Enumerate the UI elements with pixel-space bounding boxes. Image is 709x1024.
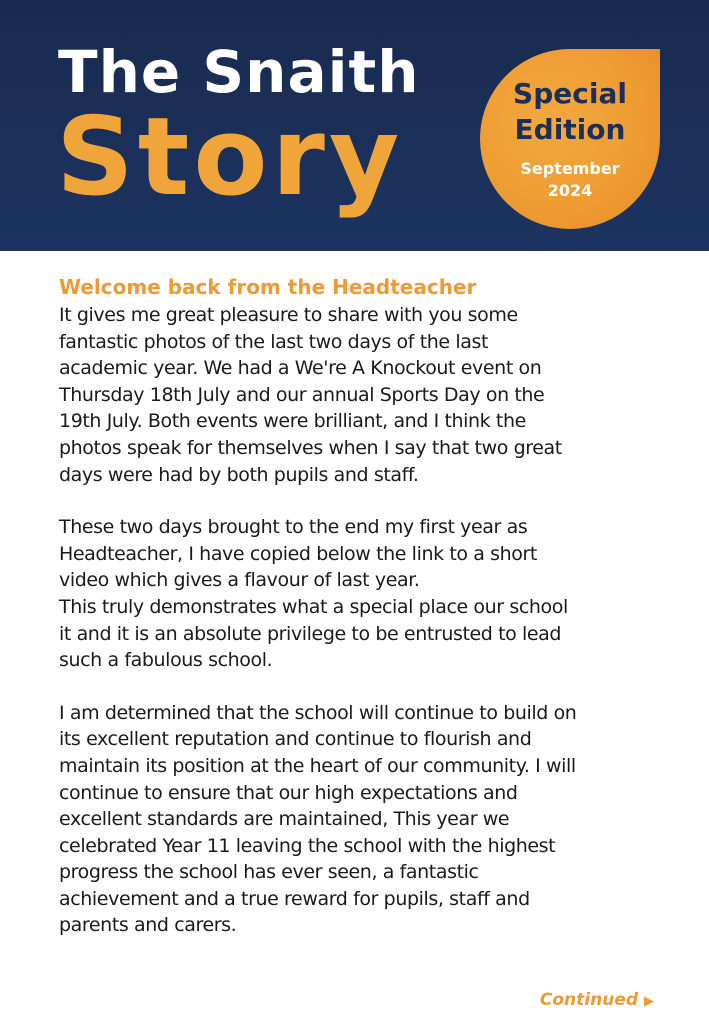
continued-label: Continued (539, 990, 638, 1010)
paragraph-line: continue to ensure that our high expectations and (59, 781, 518, 804)
article-body (59, 272, 659, 965)
paragraph-2 (59, 514, 659, 674)
play-arrow-icon: ▶ (644, 994, 654, 1009)
paragraph-line: video which gives a flavour of last year. (59, 569, 420, 592)
paragraph-line: It gives me great pleasure to share with you some (59, 304, 518, 326)
paragraph-line: These two days brought to the end my first year as (59, 516, 528, 539)
masthead-title-main: Story (56, 95, 404, 220)
paragraph-line: days were had by both pupils and staff. (59, 463, 419, 486)
special-edition-badge (480, 49, 660, 229)
paragraph-line: I am determined that the school will continue to build on (59, 701, 577, 724)
badge-date-month: September (520, 159, 620, 178)
badge-date-year: 2024 (547, 181, 593, 200)
continued-link[interactable] (540, 988, 654, 1014)
paragraph-1 (59, 302, 659, 488)
paragraph-line: maintain its position at the heart of our community. I will (59, 754, 576, 777)
paragraph-line: achievement and a true reward for pupils, staff and (59, 887, 530, 910)
paragraph-line: Headteacher, I have copied below the link to a short (59, 542, 537, 565)
masthead (0, 0, 709, 251)
badge-line-edition: Edition (514, 113, 626, 146)
paragraph-line: fantastic photos of the last two days of the last (59, 330, 488, 353)
masthead-title-top: The Snaith (58, 38, 420, 106)
paragraph-line: 19th July. Both events were brilliant, and I think the (59, 410, 526, 433)
badge-line-special: Special (513, 77, 627, 110)
paragraph-line: Thursday 18th July and our annual Sports Day on the (59, 383, 545, 406)
paragraph-line: its excellent reputation and continue to flourish and (59, 728, 532, 751)
paragraph-line: excellent standards are maintained, This year we (59, 808, 510, 831)
paragraph-line: it and it is an absolute privilege to be entrusted to lead (59, 622, 562, 645)
section-heading: Welcome back from the Headteacher (59, 275, 477, 299)
paragraph-line: photos speak for themselves when I say that two great (59, 436, 562, 459)
paragraph-line: progress the school has ever seen, a fantastic (59, 861, 479, 884)
paragraph-line: such a fabulous school. (59, 649, 273, 672)
paragraph-line: parents and carers. (59, 914, 237, 937)
paragraph-line: celebrated Year 11 leaving the school with the highest (59, 834, 556, 857)
paragraph-line: academic year. We had a We're A Knockout event on (59, 357, 542, 380)
paragraph-3 (59, 700, 659, 939)
paragraph-line: This truly demonstrates what a special place our school (59, 595, 568, 618)
